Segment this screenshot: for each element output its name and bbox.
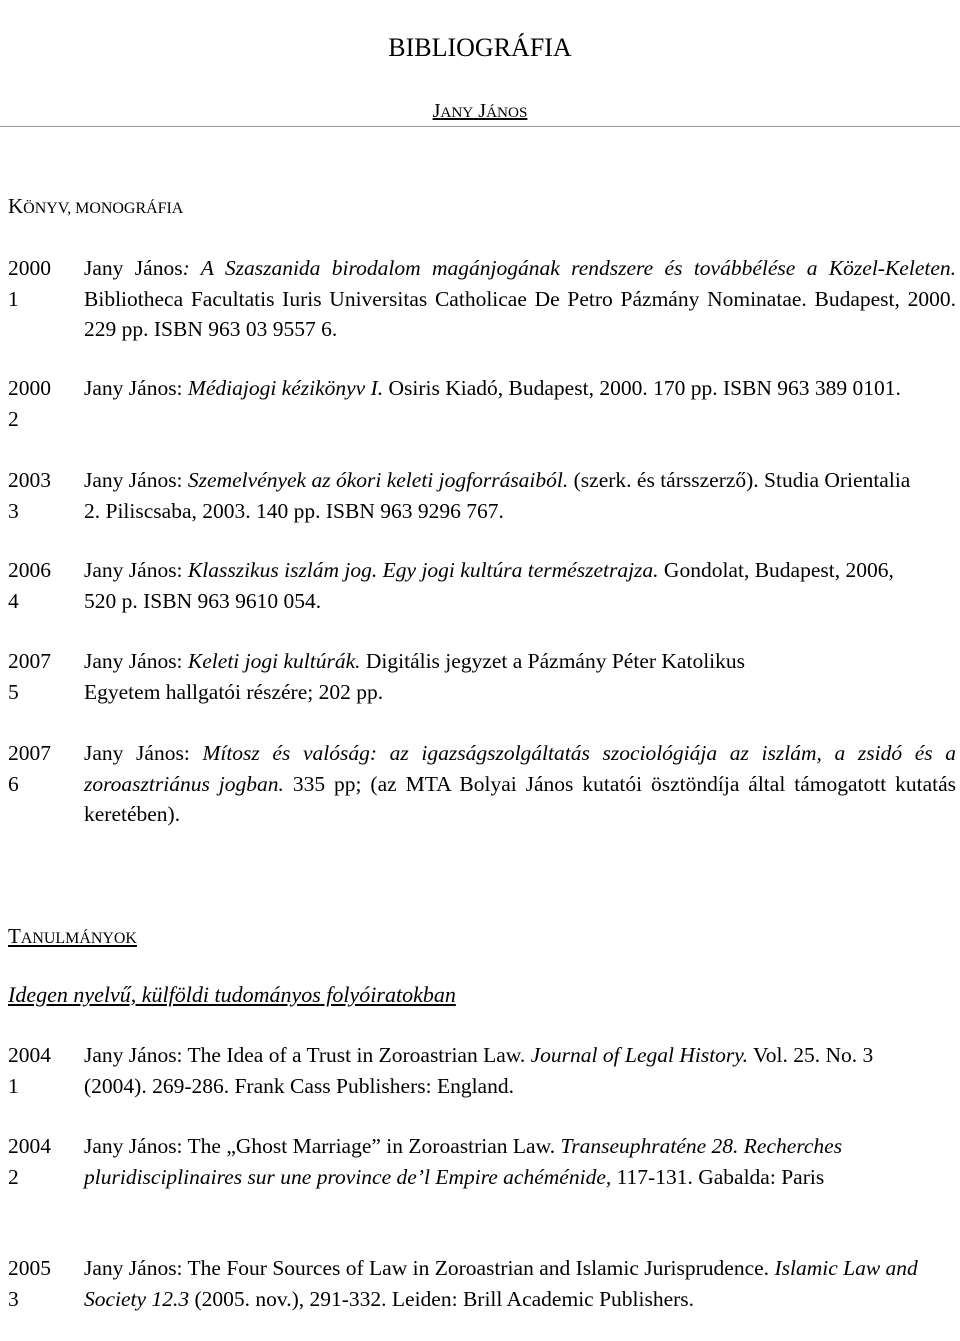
entry-year-value: 2004	[8, 1134, 51, 1158]
entry-year-value: 2003	[8, 468, 51, 492]
entry-author: Jany János:	[84, 376, 188, 400]
entry-details: (2005. nov.), 291-332. Leiden: Brill Academic Publishers.	[189, 1286, 695, 1311]
author-surname-rest: ANY	[440, 104, 474, 121]
author-heading	[0, 96, 960, 128]
entry-author: Jany János	[84, 256, 183, 280]
entry-title: Szemelvények az ókori keleti jogforrásaiból.	[187, 468, 569, 492]
entry-author-title: Jany János: The Four Sources of Law in Zoroastrian and Islamic Jurisprudence.	[84, 1256, 775, 1280]
section-heading-studies	[8, 922, 137, 953]
entry-author: Jany János:	[84, 649, 188, 673]
heading-initial: T	[8, 924, 21, 948]
author-initial-2: J	[478, 100, 487, 122]
entry-number: 4	[8, 588, 19, 613]
entry-title: Mítosz és valóság: az igazságszolgáltatás szociológiája az iszlám, a zsidó és a zoroasztriánus jogban.	[84, 741, 956, 796]
header-divider	[0, 126, 960, 127]
entry-text	[84, 1040, 934, 1101]
entry-title: : A Szaszanida birodalom magánjogának rendszere és továbbélése a Közel-Keleten.	[182, 256, 957, 280]
entry-details: Gondolat, Budapest, 2006, 520 p. ISBN 963 9610 054.	[84, 558, 894, 613]
entry-year-value: 2006	[8, 558, 51, 582]
entry-year	[8, 1253, 74, 1314]
heading-initial: K	[8, 194, 24, 218]
entry-details: 335 pp; (az MTA Bolyai János kutatói ösztöndíja által támogatott kutatás keretében).	[84, 771, 957, 826]
entry-year	[8, 646, 74, 707]
entry-year	[8, 465, 74, 526]
entry-text	[84, 253, 956, 345]
entry-details: Bibliotheca Facultatis Iuris Universitas Catholicae De Petro Pázmány Nominatae. Budapest, 2000. 229 pp. ISBN 963 03 9557 6.	[84, 286, 956, 341]
entry-year-value: 2000	[8, 376, 51, 400]
page-title: BIBLIOGRÁFIA	[388, 33, 572, 62]
author-initial: J	[432, 100, 441, 122]
entry-year-value: 2005	[8, 1256, 51, 1280]
entry-year	[8, 1040, 74, 1101]
entry-text	[84, 465, 924, 526]
entry-number: 2	[8, 406, 19, 431]
entry-details: Digitális jegyzet a Pázmány Péter Katolikus Egyetem hallgatói részére; 202 pp.	[84, 649, 746, 704]
entry-number: 5	[8, 679, 19, 704]
heading-suffix: , MONOGRÁFIA	[67, 200, 184, 217]
section-heading-books	[8, 192, 183, 223]
subsection-heading: Idegen nyelvű, külföldi tudományos folyóiratokban	[8, 982, 456, 1007]
entry-number: 1	[8, 286, 19, 311]
entry-year-value: 2000	[8, 256, 51, 280]
entry-text	[84, 738, 956, 830]
entry-year-value: 2007	[8, 649, 51, 673]
entry-author: Jany János:	[84, 558, 188, 582]
entry-year-value: 2007	[8, 741, 51, 765]
heading-rest: ANULMÁNYOK	[20, 930, 137, 947]
entry-details: 117-131. Gabalda: Paris	[611, 1164, 825, 1189]
entry-author: Jany János:	[84, 468, 188, 492]
author-given-rest: ÁNOS	[486, 104, 528, 121]
entry-text	[84, 373, 919, 404]
entry-text	[84, 1253, 934, 1314]
entry-author: Jany János:	[84, 741, 203, 765]
entry-number: 3	[8, 1286, 19, 1311]
entry-year	[8, 253, 74, 314]
entry-journal: Transeuphraténe 28. Recherches pluridisciplinaires sur une province de’l Empire achéménide,	[84, 1134, 843, 1189]
entry-text	[84, 1131, 934, 1192]
entry-year	[8, 738, 74, 799]
entry-text	[84, 555, 924, 616]
entry-number: 1	[8, 1073, 19, 1098]
entry-details: (szerk. és társszerző). Studia Orientalia 2. Piliscsaba, 2003. 140 pp. ISBN 963 9296 767.	[84, 468, 911, 523]
entry-details: Vol. 25. No. 3 (2004). 269-286. Frank Cass Publishers: England.	[84, 1043, 874, 1098]
entry-journal: Islamic Law and Society 12.3	[84, 1256, 918, 1311]
entry-title: Keleti jogi kultúrák.	[187, 649, 361, 673]
entry-journal: Journal of Legal History.	[530, 1043, 749, 1067]
entry-number: 2	[8, 1164, 19, 1189]
entry-number: 6	[8, 771, 19, 796]
entry-details: Osiris Kiadó, Budapest, 2000. 170 pp. ISBN 963 389 0101.	[383, 376, 901, 400]
entry-author-title: Jany János: The „Ghost Marriage” in Zoroastrian Law.	[84, 1134, 561, 1158]
entry-year-value: 2004	[8, 1043, 51, 1067]
entry-year	[8, 555, 74, 616]
entry-text	[84, 646, 804, 707]
entry-title: Klasszikus iszlám jog. Egy jogi kultúra természetrajza.	[187, 558, 659, 582]
entry-year	[8, 1131, 74, 1192]
entry-author-title: Jany János: The Idea of a Trust in Zoroastrian Law.	[84, 1043, 531, 1067]
heading-rest: ÖNYV	[23, 200, 68, 217]
entry-number: 3	[8, 498, 19, 523]
entry-title: Médiajogi kézikönyv I.	[187, 376, 384, 400]
entry-year	[8, 373, 74, 434]
